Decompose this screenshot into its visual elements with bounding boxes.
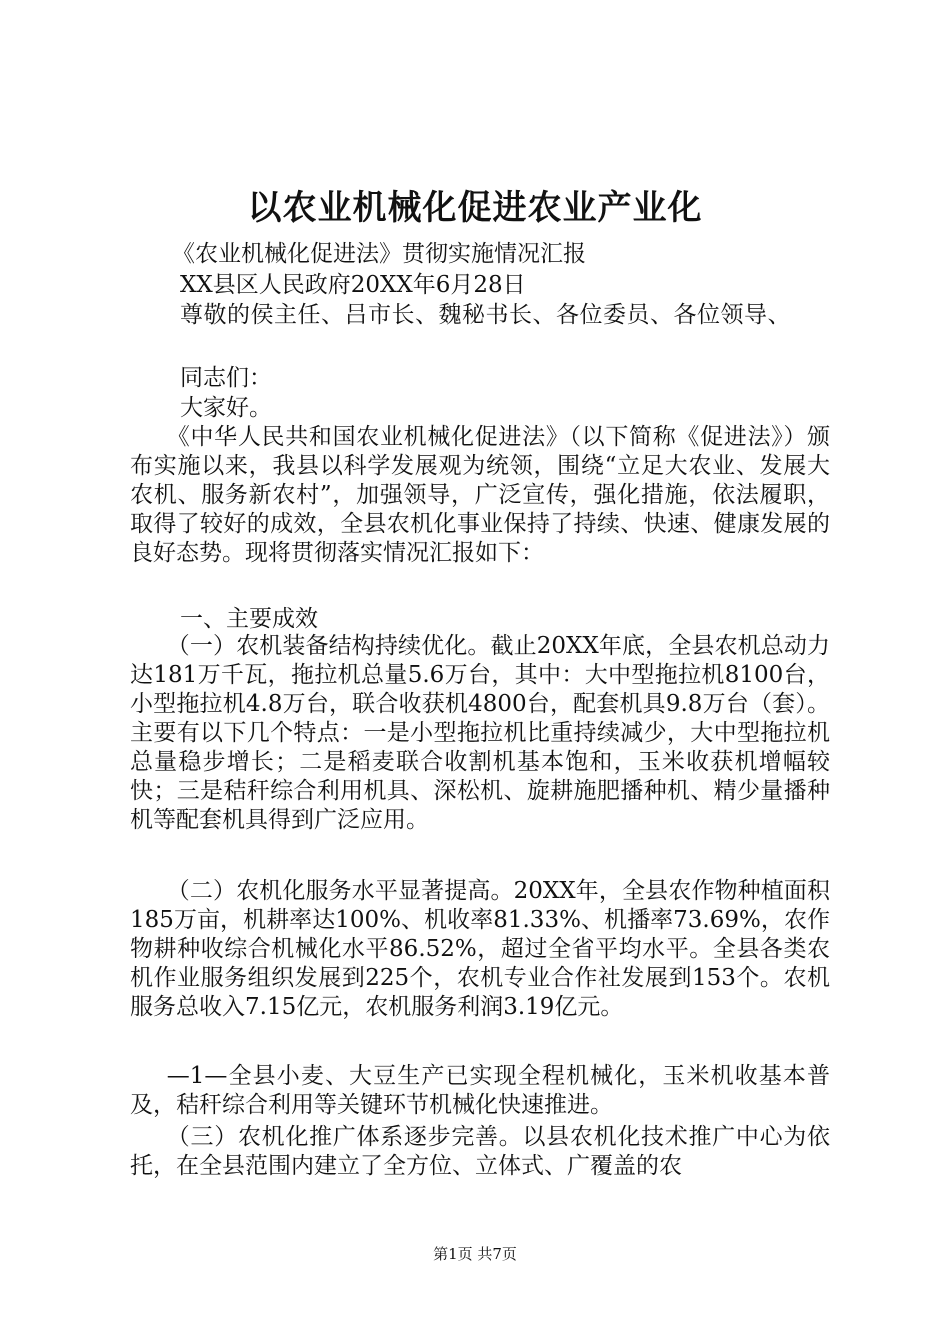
section-heading: 一、主要成效 [180, 606, 318, 632]
paragraph-service: （二）农机化服务水平显著提高。20XX年，全县农作物种植面积185万亩，机耕率达100%、机收率81.33%、机播率73.69%，农作物耕种收综合机械化水平86.52%，超过全省平均水平。全县各类农机作业服务组织发展到225个，农机专业合作社发展到153个。农机服务总收入7.15亿元，农机服务利润3.19亿元。 [130, 878, 830, 1020]
paragraph-mechanization: —1—全县小麦、大豆生产已实现全程机械化，玉米机收基本普及，秸秆综合利用等关键环节机械化快速推进。 [130, 1063, 830, 1118]
paragraph-equipment: （一）农机装备结构持续优化。截止20XX年底，全县农机总动力达181万千瓦，拖拉机总量5.6万台，其中：大中型拖拉机8100台，小型拖拉机4.8万台，联合收获机4800台，配套机具9.8万台（套）。主要有以下几个特点：一是小型拖拉机比重持续减少，大中型拖拉机总量稳步增长；二是稻麦联合收割机基本饱和，玉米收获机增幅较快；三是秸秆综合利用机具、深松机、旋耕施肥播种机、精少量播种机等配套机具得到广泛应用。 [130, 633, 830, 833]
document-subtitle: 《农业机械化促进法》贯彻实施情况汇报 [172, 241, 586, 267]
issuer-line: XX县区人民政府20XX年6月28日 [180, 272, 526, 298]
page-footer: 第1页 共7页 [433, 1245, 517, 1263]
salutation-line-1: 尊敬的侯主任、吕市长、魏秘书长、各位委员、各位领导、 [180, 302, 791, 328]
document-title: 以农业机械化促进农业产业化 [247, 188, 703, 228]
paragraph-extension: （三）农机化推广体系逐步完善。以县农机化技术推广中心为依托，在全县范围内建立了全方位、立体式、广覆盖的农 [130, 1124, 830, 1179]
greeting: 大家好。 [180, 395, 272, 421]
intro-paragraph: 《中华人民共和国农业机械化促进法》（以下简称《促进法》）颁布实施以来，我县以科学发展观为统领，围绕“立足大农业、发展大农机、服务新农村”，加强领导，广泛宣传，强化措施，依法履职，取得了较好的成效，全县农机化事业保持了持续、快速、健康发展的良好态势。现将贯彻落实情况汇报如下： [130, 424, 830, 566]
salutation-line-2: 同志们： [180, 365, 272, 391]
